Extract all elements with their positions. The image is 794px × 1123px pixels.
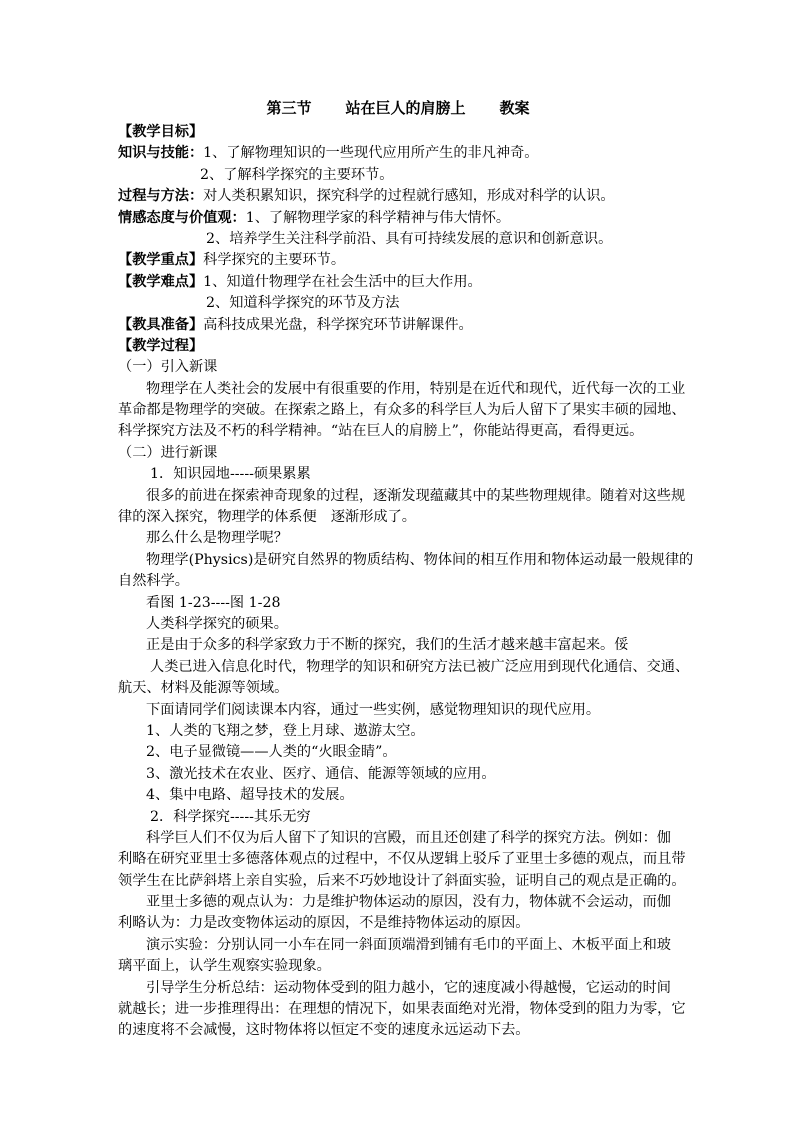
emotion-goal-1 [118, 208, 678, 229]
difficulty-text-1: 1、知道什物理学在社会生活中的巨大作用。 [203, 273, 482, 290]
paragraph-line: 璃平面上，认学生观察实验现象。 [118, 958, 331, 975]
paragraph-line: 律的深入探究，物理学的体系便 逐渐形成了。 [118, 509, 416, 526]
question-line: 那么什么是物理学呢？ [146, 530, 288, 547]
knowledge-label: 知识与技能： [118, 145, 204, 162]
paragraph-line: 科学巨人们不仅为后人留下了知识的宫殿，而且还创建了科学的探究方法。例如：伽 [146, 829, 671, 846]
process-header: 【教学过程】 [118, 337, 204, 354]
paragraph-line: 正是由于众多的科学家致力于不断的探究，我们的生活才越来越丰富起来。俀 [146, 637, 629, 654]
emotion-text-1: 1、了解物理学家的科学精神与伟大情怀。 [245, 209, 511, 226]
list-item: 3、激光技术在农业、医疗、通信、能源等领域的应用。 [146, 765, 496, 782]
paragraph-line: 下面请同学们阅读课本内容，通过一些实例，感觉物理知识的现代应用。 [146, 701, 601, 718]
knowledge-goal-2: 2、了解科学探究的主要环节。 [200, 166, 394, 183]
paragraph-line: 科学探究方法及不朽的科学精神。“站在巨人的肩膀上”，你能站得更高，看得更远。 [118, 423, 644, 440]
difficulties-label: 【教学难点】 [118, 273, 204, 290]
list-item: 1、人类的飞翔之梦，登上月球、遨游太空。 [146, 722, 425, 739]
paragraph-line: 航天、材料及能源等领域。 [118, 680, 289, 697]
process-goal [118, 186, 678, 207]
process-text: 对人类积累知识，探究科学的过程就行感知，形成对科学的认识。 [203, 188, 615, 205]
materials-label: 【教具准备】 [118, 316, 204, 333]
paragraph-line: 革命都是物理学的突破。在探索之路上，有众多的科学巨人为后人留下了果实丰硕的园地、 [118, 402, 686, 419]
lesson-plan-page [118, 94, 694, 1042]
paragraph-line: 利略认为：力是改变物体运动的原因，不是维持物体运动的原因。 [118, 915, 530, 932]
paragraph-line: 领学生在比萨斜塔上亲自实验，后来不巧妙地设计了斜面实验，证明自己的观点是正确的。 [118, 872, 686, 889]
paragraph-line: 引导学生分析总结：运动物体受到的阻力越小，它的速度减小得越慢，它运动的时间 [146, 979, 671, 996]
subsection-heading-knowledge: 1．知识园地-----硕果累累 [150, 466, 311, 483]
paragraph-line: 物理学(Physics)是研究自然界的物质结构、物体间的相互作用和物体运动最一般规律的 [146, 551, 694, 568]
subsection-heading-inquiry: 2．科学探究-----其乐无穷 [150, 808, 311, 825]
paragraph-line: 人类已进入信息化时代，物理学的知识和研究方法已被广泛应用到现代化通信、交通、 [150, 658, 690, 675]
knowledge-text-1: 1、了解物理知识的一些现代应用所产生的非凡神奇。 [203, 145, 539, 162]
process-label: 过程与方法： [118, 188, 204, 205]
section-heading-new: （二）进行新课 [118, 444, 218, 461]
paragraph-line: 很多的前进在探索神奇现象的过程，逐渐发现蕴藏其中的某些物理规律。随着对这些规 [146, 487, 686, 504]
paragraph-line: 亚里士多德的观点认为：力是维护物体运动的原因，没有力，物体就不会运动，而伽 [146, 894, 671, 911]
emotion-goal-2: 2、培养学生关注科学前沿、具有可持续发展的意识和创新意识。 [206, 230, 613, 247]
title-doc-type: 教案 [499, 99, 530, 117]
paragraph-line: 利略在研究亚里士多德落体观点的过程中，不仅从逻辑上驳斥了亚里士多德的观点，而且带 [118, 851, 686, 868]
section-heading-intro: （一）引入新课 [118, 359, 218, 376]
emotion-label: 情感态度与价值观： [118, 209, 246, 226]
paragraph-line: 的速度将不会减慢，这时物体将以恒定不变的速度永远运动下去。 [118, 1022, 530, 1039]
key-points-text: 科学探究的主要环节。 [203, 252, 346, 269]
paragraph-line: 演示实验：分别认同一小车在同一斜面顶端滑到铺有毛巾的平面上、木板平面上和玻 [146, 936, 671, 953]
knowledge-goal-1 [118, 143, 678, 164]
title-topic: 站在巨人的肩膀上 [345, 99, 466, 117]
paragraph-line: 人类科学探究的硕果。 [146, 615, 288, 632]
key-points-label: 【教学重点】 [118, 252, 204, 269]
difficulty-2: 2、知道科学探究的环节及方法 [206, 295, 400, 312]
list-item: 2、电子显微镜——人类的“火眼金睛”。 [146, 744, 397, 761]
page-title [118, 94, 678, 122]
materials-text: 高科技成果光盘，科学探究环节讲解课件。 [203, 316, 473, 333]
key-points [118, 250, 678, 271]
list-item: 4、集中电路、超导技术的发展。 [146, 787, 354, 804]
paragraph-line: 物理学在人类社会的发展中有很重要的作用，特别是在近代和现代，近代每一次的工业 [146, 380, 686, 397]
goals-header: 【教学目标】 [118, 124, 204, 140]
difficulty-1 [118, 272, 678, 293]
title-section: 第三节 [266, 99, 312, 117]
materials [118, 315, 678, 336]
paragraph-line: 自然科学。 [118, 573, 189, 590]
paragraph-line: 就越长；进一步推理得出：在理想的情况下，如果表面绝对光滑，物体受到的阻力为零，它 [118, 1001, 686, 1018]
figure-reference: 看图 1-23----图 1-28 [146, 594, 281, 611]
